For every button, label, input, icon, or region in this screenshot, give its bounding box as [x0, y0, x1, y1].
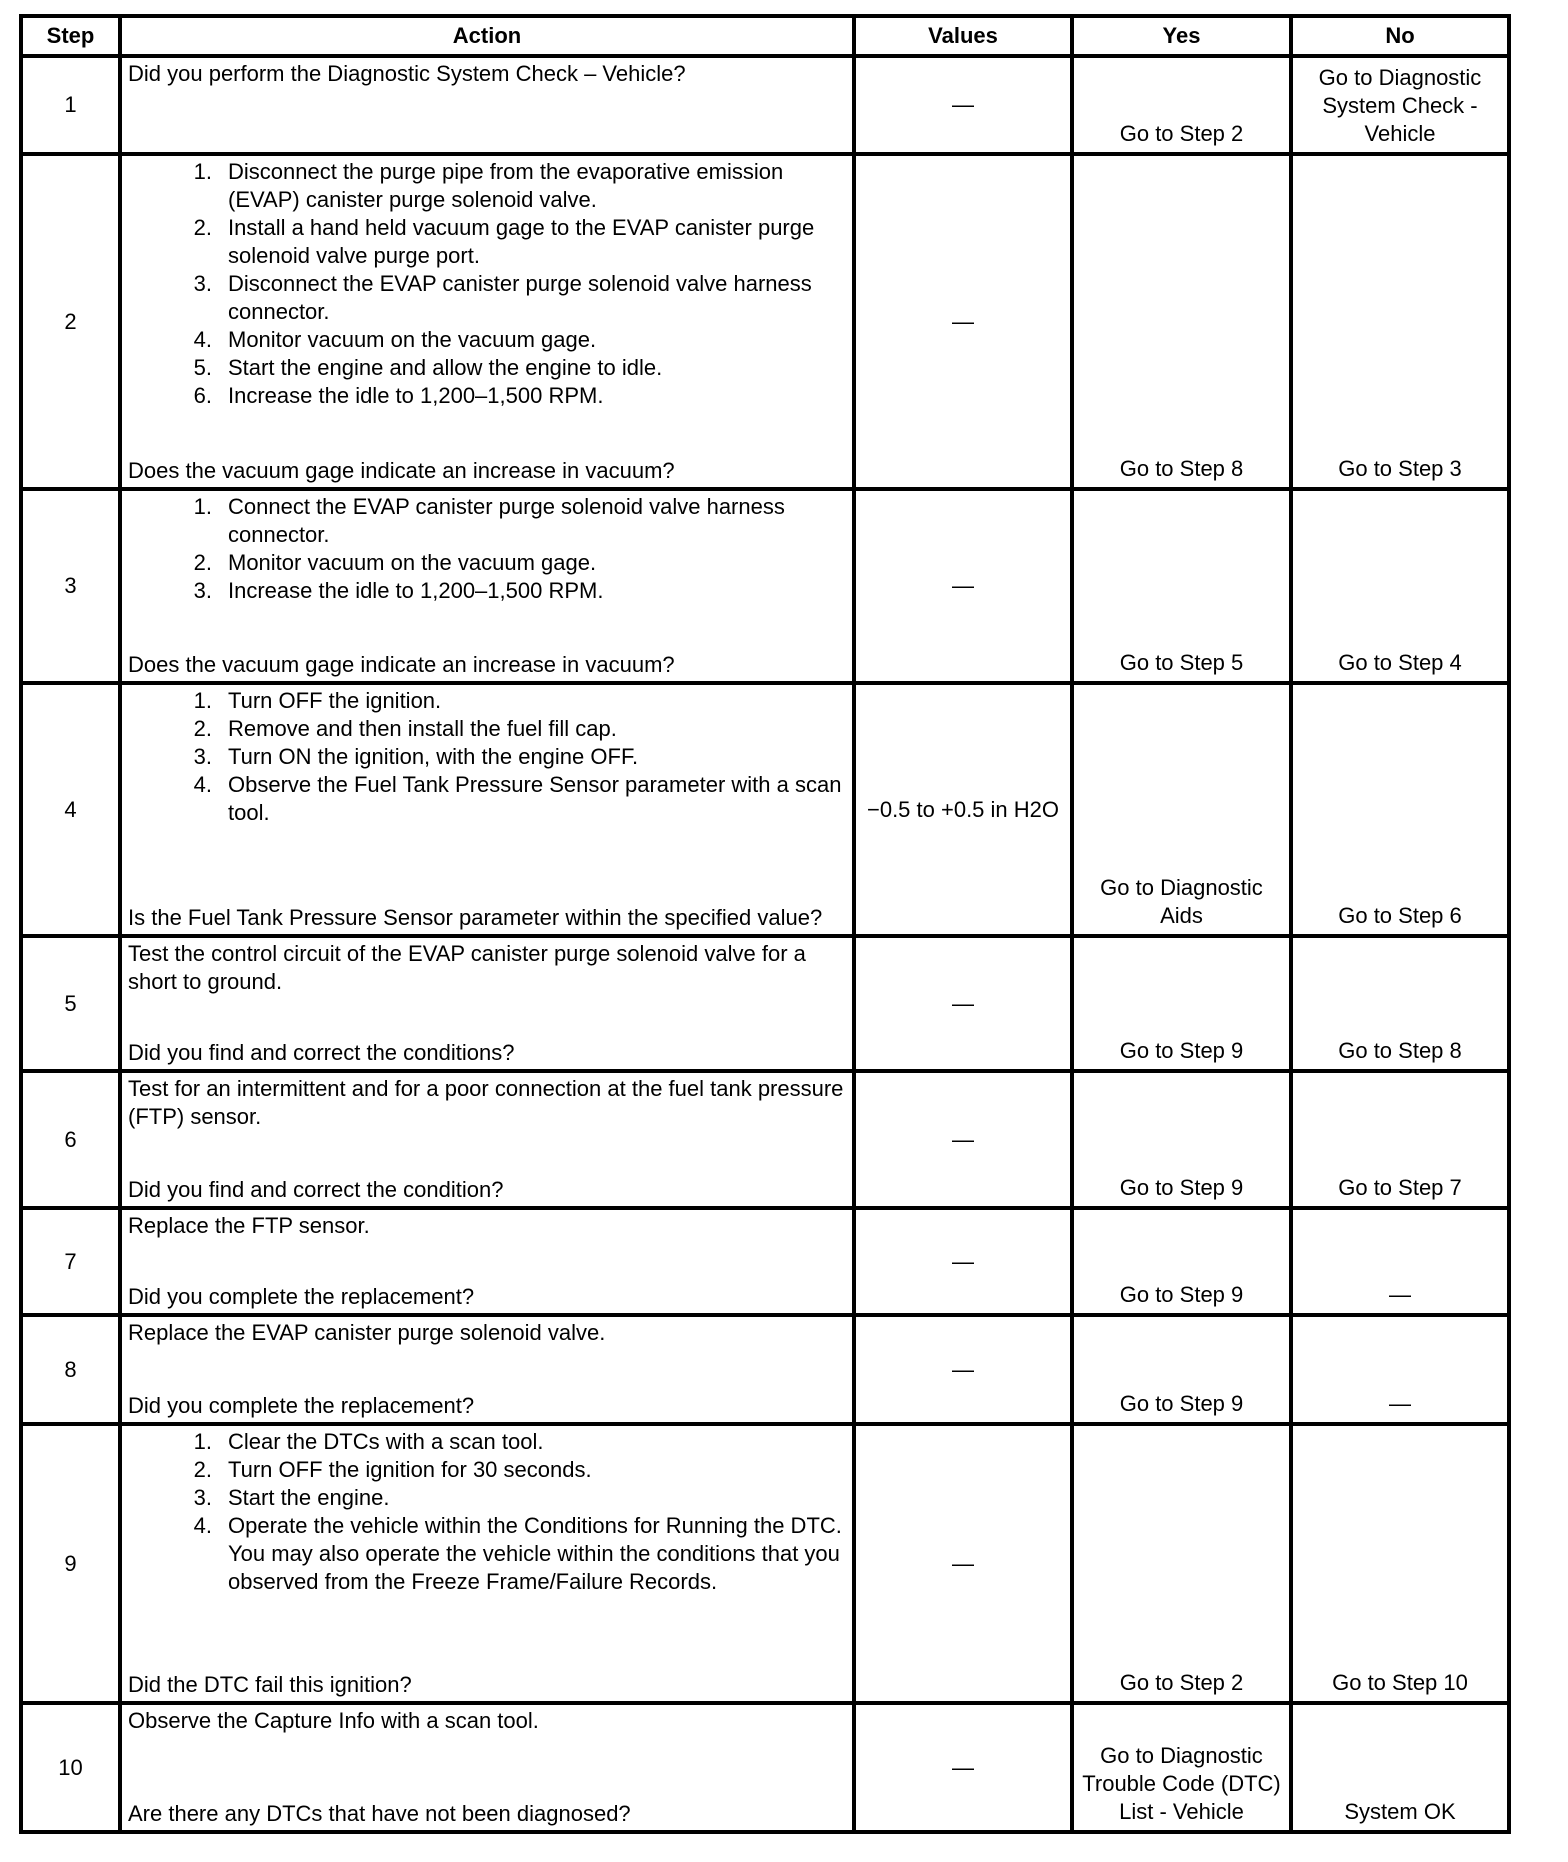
header-action: Action	[120, 16, 854, 56]
values-cell: —	[854, 489, 1072, 683]
values-cell: —	[854, 154, 1072, 489]
table-row	[21, 1315, 1509, 1424]
item-text: Remove and then install the fuel fill cap.	[228, 716, 617, 741]
action-list-item	[128, 382, 846, 410]
action-intro: Did you perform the Diagnostic System Check – Vehicle?	[128, 61, 686, 86]
header-values: Values	[854, 16, 1072, 56]
header-no: No	[1291, 16, 1509, 56]
action-cell	[120, 489, 854, 683]
action-cell	[120, 936, 854, 1071]
table-row	[21, 1071, 1509, 1208]
action-list-item	[128, 577, 846, 605]
no-cell: System OK	[1291, 1703, 1509, 1832]
yes-cell: Go to Step 9	[1072, 936, 1291, 1071]
yes-cell: Go to Step 2	[1072, 1424, 1291, 1703]
header-yes: Yes	[1072, 16, 1291, 56]
step-number: 8	[21, 1315, 120, 1424]
action-list-item	[128, 1484, 846, 1512]
action-list-item	[128, 715, 846, 743]
action-question: Does the vacuum gage indicate an increase in vacuum?	[128, 458, 675, 483]
no-cell: Go to Step 10	[1291, 1424, 1509, 1703]
no-cell: Go to Step 7	[1291, 1071, 1509, 1208]
item-number: 6.	[193, 383, 212, 408]
action-list-item	[128, 270, 846, 326]
action-intro: Replace the EVAP canister purge solenoid valve.	[128, 1320, 606, 1345]
values-cell: —	[854, 1071, 1072, 1208]
action-question: Did the DTC fail this ignition?	[128, 1672, 412, 1697]
item-number: 3.	[193, 1485, 212, 1510]
action-list-item	[128, 771, 846, 827]
item-text: Increase the idle to 1,200–1,500 RPM.	[228, 383, 604, 408]
step-number: 7	[21, 1208, 120, 1315]
step-number: 4	[21, 683, 120, 936]
item-text: Turn OFF the ignition.	[228, 688, 442, 713]
item-number: 2.	[193, 215, 212, 240]
step-number: 9	[21, 1424, 120, 1703]
action-intro: Replace the FTP sensor.	[128, 1213, 370, 1238]
yes-cell: Go to Diagnostic Aids	[1072, 683, 1291, 936]
yes-cell: Go to Step 8	[1072, 154, 1291, 489]
item-text: Increase the idle to 1,200–1,500 RPM.	[228, 578, 604, 603]
values-cell: —	[854, 1208, 1072, 1315]
table-row	[21, 683, 1509, 936]
item-text: Disconnect the EVAP canister purge solenoid valve harness connector.	[228, 271, 812, 324]
action-list-item	[128, 214, 846, 270]
table-row	[21, 1208, 1509, 1315]
action-list-item	[128, 1512, 846, 1596]
values-cell: —	[854, 1424, 1072, 1703]
step-number: 6	[21, 1071, 120, 1208]
table-row	[21, 1703, 1509, 1832]
no-cell: Go to Step 4	[1291, 489, 1509, 683]
table-row	[21, 154, 1509, 489]
item-number: 4.	[193, 1513, 212, 1538]
action-list-item	[128, 326, 846, 354]
action-cell	[120, 154, 854, 489]
item-text: Install a hand held vacuum gage to the EVAP canister purge solenoid valve purge port.	[228, 215, 815, 268]
action-question: Is the Fuel Tank Pressure Sensor parameter within the specified value?	[128, 905, 823, 930]
action-list-item	[128, 1456, 846, 1484]
action-list-item	[128, 687, 846, 715]
item-text: Operate the vehicle within the Conditions for Running the DTC. You may also operate the vehicle within the conditions that you observed from the Freeze Frame/Failure Records.	[228, 1513, 842, 1594]
values-cell: −0.5 to +0.5 in H2O	[854, 683, 1072, 936]
item-number: 1.	[193, 494, 212, 519]
action-list-item	[128, 354, 846, 382]
item-text: Turn ON the ignition, with the engine OFF.	[228, 744, 639, 769]
table-row	[21, 56, 1509, 154]
item-text: Start the engine and allow the engine to idle.	[228, 355, 663, 380]
action-cell	[120, 683, 854, 936]
action-list-item	[128, 1428, 846, 1456]
step-number: 10	[21, 1703, 120, 1832]
yes-cell: Go to Step 9	[1072, 1315, 1291, 1424]
item-number: 3.	[193, 744, 212, 769]
item-number: 2.	[193, 1457, 212, 1482]
item-number: 3.	[193, 271, 212, 296]
action-list-item	[128, 549, 846, 577]
diagnostic-table	[19, 14, 1511, 1834]
step-number: 3	[21, 489, 120, 683]
step-number: 5	[21, 936, 120, 1071]
item-number: 1.	[193, 1429, 212, 1454]
action-intro: Observe the Capture Info with a scan tool.	[128, 1708, 539, 1733]
action-cell	[120, 1208, 854, 1315]
action-list	[128, 493, 846, 605]
action-question: Did you find and correct the condition?	[128, 1177, 504, 1202]
step-number: 1	[21, 56, 120, 154]
item-number: 4.	[193, 772, 212, 797]
values-cell: —	[854, 1315, 1072, 1424]
item-text: Clear the DTCs with a scan tool.	[228, 1429, 544, 1454]
action-intro: Test the control circuit of the EVAP canister purge solenoid valve for a short to ground.	[128, 941, 806, 994]
item-number: 5.	[193, 355, 212, 380]
action-cell	[120, 56, 854, 154]
header-row	[21, 16, 1509, 56]
no-cell: —	[1291, 1315, 1509, 1424]
action-list	[128, 687, 846, 827]
item-number: 3.	[193, 578, 212, 603]
action-cell	[120, 1071, 854, 1208]
item-number: 1.	[193, 159, 212, 184]
step-number: 2	[21, 154, 120, 489]
action-question: Did you complete the replacement?	[128, 1393, 475, 1418]
action-question: Did you complete the replacement?	[128, 1284, 475, 1309]
no-cell: Go to Step 8	[1291, 936, 1509, 1071]
no-cell: Go to Diagnostic System Check - Vehicle	[1291, 56, 1509, 154]
action-question: Does the vacuum gage indicate an increase in vacuum?	[128, 652, 675, 677]
action-list-item	[128, 743, 846, 771]
item-number: 2.	[193, 550, 212, 575]
item-text: Start the engine.	[228, 1485, 390, 1510]
table-row	[21, 1424, 1509, 1703]
values-cell: —	[854, 1703, 1072, 1832]
header-step: Step	[21, 16, 120, 56]
action-list-item	[128, 158, 846, 214]
item-text: Observe the Fuel Tank Pressure Sensor parameter with a scan tool.	[228, 772, 842, 825]
yes-cell: Go to Step 5	[1072, 489, 1291, 683]
action-list	[128, 1428, 846, 1596]
item-text: Disconnect the purge pipe from the evaporative emission (EVAP) canister purge solenoid valve.	[228, 159, 784, 212]
yes-cell: Go to Step 2	[1072, 56, 1291, 154]
item-number: 2.	[193, 716, 212, 741]
table-row	[21, 489, 1509, 683]
yes-cell: Go to Diagnostic Trouble Code (DTC) List - Vehicle	[1072, 1703, 1291, 1832]
item-text: Monitor vacuum on the vacuum gage.	[228, 327, 597, 352]
item-number: 4.	[193, 327, 212, 352]
no-cell: —	[1291, 1208, 1509, 1315]
action-question: Did you find and correct the conditions?	[128, 1040, 515, 1065]
action-cell	[120, 1315, 854, 1424]
action-cell	[120, 1703, 854, 1832]
item-text: Monitor vacuum on the vacuum gage.	[228, 550, 597, 575]
values-cell: —	[854, 56, 1072, 154]
yes-cell: Go to Step 9	[1072, 1208, 1291, 1315]
yes-cell: Go to Step 9	[1072, 1071, 1291, 1208]
no-cell: Go to Step 3	[1291, 154, 1509, 489]
no-cell: Go to Step 6	[1291, 683, 1509, 936]
table-row	[21, 936, 1509, 1071]
action-list-item	[128, 493, 846, 549]
action-intro: Test for an intermittent and for a poor connection at the fuel tank pressure (FTP) sensor.	[128, 1076, 844, 1129]
values-cell: —	[854, 936, 1072, 1071]
action-cell	[120, 1424, 854, 1703]
item-number: 1.	[193, 688, 212, 713]
action-list	[128, 158, 846, 410]
item-text: Connect the EVAP canister purge solenoid valve harness connector.	[228, 494, 785, 547]
item-text: Turn OFF the ignition for 30 seconds.	[228, 1457, 592, 1482]
action-question: Are there any DTCs that have not been diagnosed?	[128, 1801, 631, 1826]
